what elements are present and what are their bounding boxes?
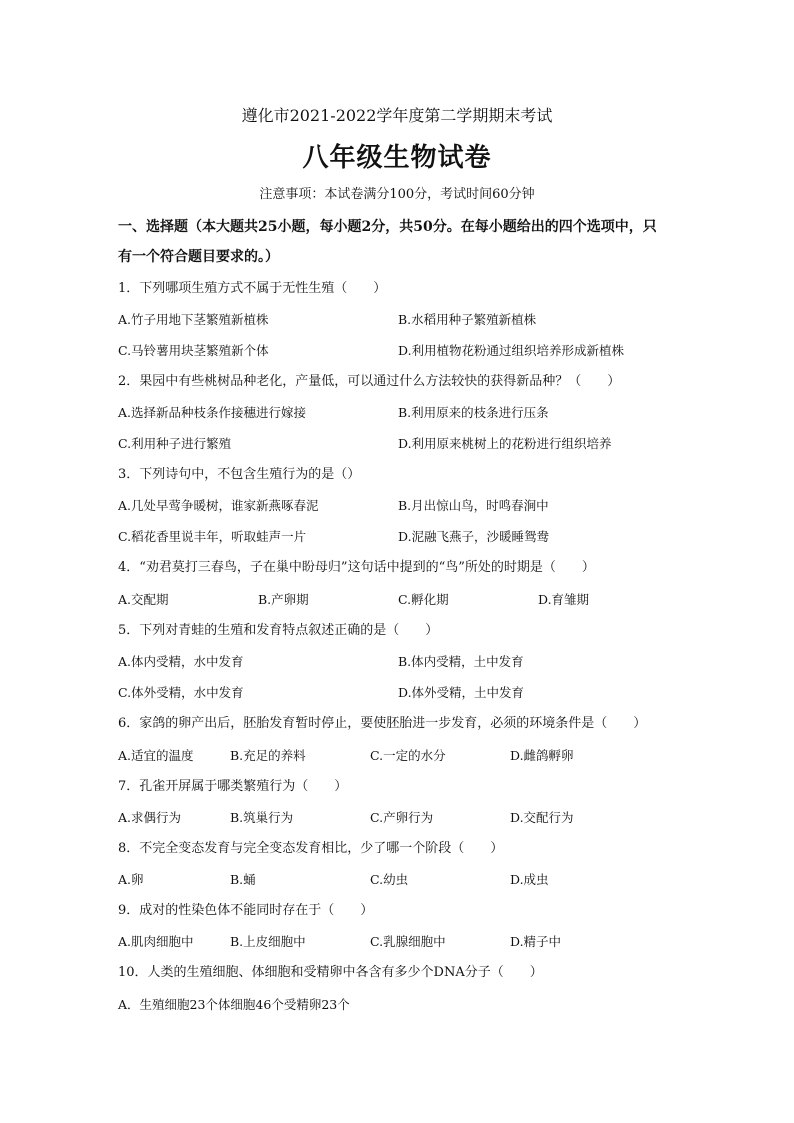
question-9-option-a: A.肌肉细胞中 [118, 934, 194, 949]
question-3-option-d: D.泥融飞燕子，沙暖睡鸳鸯 [398, 529, 550, 544]
question-3-option-c: C.稻花香里说丰年，听取蛙声一片 [118, 529, 307, 544]
school-title: 遵化市2021-2022学年度第二学期期末考试 [241, 106, 553, 125]
exam-title: 八年级生物试卷 [302, 143, 492, 173]
question-5-option-c: C.体外受精，水中发育 [118, 685, 244, 700]
question-4-option-d: D.育雏期 [538, 592, 590, 607]
question-8-option-c: C.幼虫 [370, 872, 409, 887]
question-5-option-a: A.体内受精，水中发育 [118, 654, 244, 669]
question-8-stem: 8．不完全变态发育与完全变态发育相比，少了哪一个阶段（ ） [118, 841, 504, 856]
question-2-stem: 2．果园中有些桃树品种老化，产量低，可以通过什么方法较快的获得新品种？（ ） [118, 374, 621, 389]
question-7-option-c: C.产卵行为 [370, 810, 434, 825]
question-6-option-c: C.一定的水分 [370, 748, 446, 763]
section-heading-line1: 一、选择题（本大题共25小题，每小题2分，共50分。在每小题给出的四个选项中，只 [118, 219, 657, 235]
question-2-option-a: A.选择新品种枝条作接穗进行嫁接 [118, 405, 307, 420]
question-7-stem: 7．孔雀开屏属于哪类繁殖行为（ ） [118, 779, 348, 794]
question-6-stem: 6．家鸽的卵产出后，胚胎发育暂时停止，要使胚胎进一步发育，必须的环境条件是（ ） [118, 716, 647, 731]
question-4-stem: 4．“劝君莫打三春鸟，子在巢中盼母归”这句话中提到的“鸟”所处的时期是（ ） [118, 560, 595, 575]
question-1-option-c: C.马铃薯用块茎繁殖新个体 [118, 343, 269, 358]
question-9-stem: 9．成对的性染色体不能同时存在于（ ） [118, 903, 374, 918]
question-8-option-a: A.卵 [118, 872, 144, 887]
question-9-option-c: C.乳腺细胞中 [370, 934, 446, 949]
question-6-option-b: B.充足的养料 [230, 748, 306, 763]
exam-notice: 注意事项：本试卷满分100分，考试时间60分钟 [259, 187, 535, 202]
question-7-option-b: B.筑巢行为 [230, 810, 294, 825]
question-7-option-d: D.交配行为 [510, 810, 574, 825]
question-1-option-b: B.水稻用种子繁殖新植株 [398, 312, 537, 327]
question-9-option-b: B.上皮细胞中 [230, 934, 306, 949]
question-2-option-d: D.利用原来桃树上的花粉进行组织培养 [398, 436, 612, 451]
question-6-option-a: A.适宜的温度 [118, 748, 194, 763]
question-3-option-b: B.月出惊山鸟，时鸣春涧中 [398, 498, 549, 513]
question-9-option-d: D.精子中 [510, 934, 562, 949]
question-2-option-c: C.利用种子进行繁殖 [118, 436, 232, 451]
question-7-option-a: A.求偶行为 [118, 810, 182, 825]
question-4-option-a: A.交配期 [118, 592, 169, 607]
question-4-option-c: C.孵化期 [398, 592, 449, 607]
question-3-option-a: A.几处早莺争暖树，谁家新燕啄春泥 [118, 498, 319, 513]
question-1-option-a: A.竹子用地下茎繁殖新植株 [118, 312, 269, 327]
section-heading-line2: 有一个符合题目要求的。） [118, 249, 279, 265]
question-1-option-d: D.利用植物花粉通过组织培养形成新植株 [398, 343, 625, 358]
question-4-option-b: B.产卵期 [258, 592, 309, 607]
question-5-option-b: B.体内受精，土中发育 [398, 654, 524, 669]
question-2-option-b: B.利用原来的枝条进行压条 [398, 405, 549, 420]
question-5-option-d: D.体外受精，土中发育 [398, 685, 525, 700]
question-6-option-d: D.雌鸽孵卵 [510, 748, 574, 763]
question-5-stem: 5．下列对青蛙的生殖和发育特点叙述正确的是（ ） [118, 623, 439, 638]
question-1-stem: 1．下列哪项生殖方式不属于无性生殖（ ） [118, 281, 387, 296]
question-8-option-b: B.蛹 [230, 872, 256, 887]
question-3-stem: 3．下列诗句中，不包含生殖行为的是（） [118, 467, 361, 482]
question-10-stem: 10．人类的生殖细胞、体细胞和受精卵中各含有多少个DNA分子（ ） [118, 965, 543, 980]
question-10-option-a: A．生殖细胞23个体细胞46个受精卵23个 [118, 997, 350, 1012]
question-8-option-d: D.成虫 [510, 872, 549, 887]
